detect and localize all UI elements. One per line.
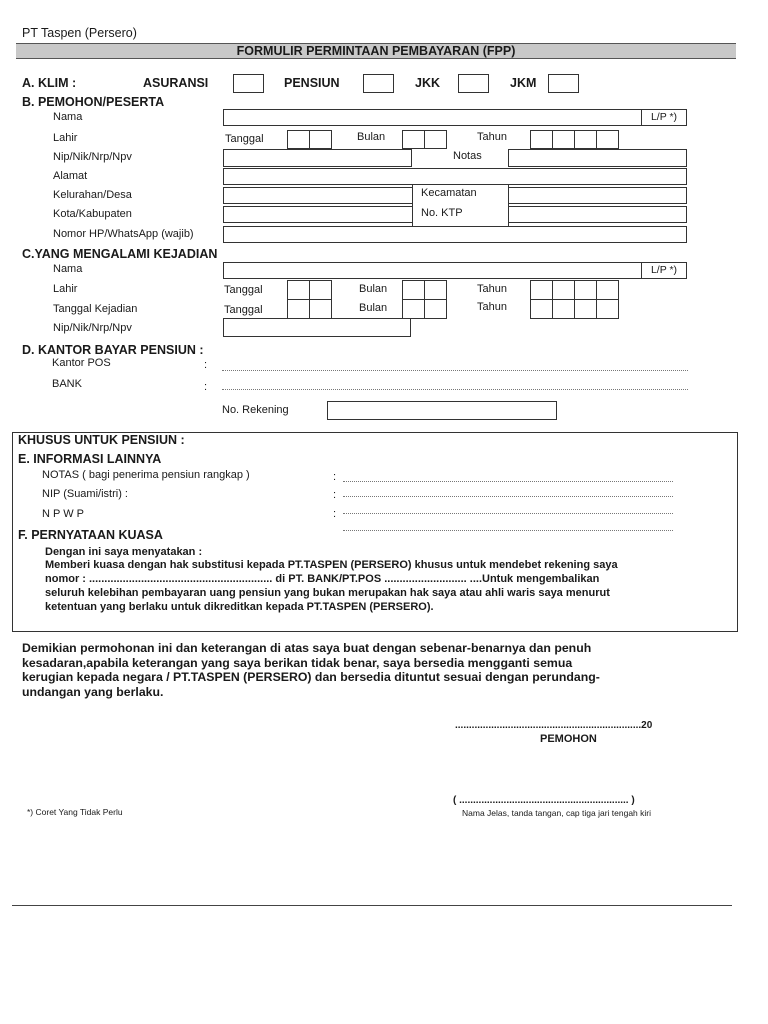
- label-notas: Notas: [453, 150, 482, 162]
- input-kota[interactable]: [223, 206, 413, 223]
- label-alamat: Alamat: [53, 170, 88, 182]
- label-nama-kejadian: Nama: [53, 263, 83, 275]
- tahun-digit[interactable]: [530, 299, 553, 319]
- label-nama-pemohon: Nama: [53, 111, 83, 123]
- tahun-digit[interactable]: [596, 280, 619, 300]
- npwp-line-extra[interactable]: [343, 530, 673, 531]
- tahun-digit[interactable]: [552, 280, 575, 300]
- declaration-line: kerugian kepada negara / PT.TASPEN (PERSERO) dan bersedia dituntut sesuai dengan perundang-: [22, 670, 600, 684]
- section-a-label: A. KLIM :: [22, 76, 77, 90]
- label-tahun: Tahun: [477, 283, 507, 295]
- bulan-digit[interactable]: [424, 299, 447, 319]
- lp-field-kejadian[interactable]: L/P *): [641, 262, 687, 279]
- tahun-digit[interactable]: [574, 130, 597, 149]
- declaration-line: kesadaran,apabila keterangan yang saya berikan tidak benar, saya bersedia mengganti semua: [22, 655, 573, 670]
- label-kota: Kota/Kabupaten: [53, 208, 132, 220]
- signature-caption: Nama Jelas, tanda tangan, cap tiga jari tengah kiri: [462, 808, 652, 818]
- colon: :: [333, 508, 337, 520]
- input-kecamatan[interactable]: [508, 187, 687, 204]
- label-bulan: Bulan: [359, 302, 388, 314]
- bulan-digit[interactable]: [402, 130, 425, 149]
- input-nama-kejadian[interactable]: [223, 262, 687, 279]
- pernyataan-line: nomor : ............................................................ di PT. BANK/PT.POS ........................... ....Untuk mengembalikan: [45, 573, 600, 585]
- input-nip-kejadian[interactable]: [223, 318, 411, 337]
- input-notas[interactable]: [508, 149, 687, 167]
- label-tanggal: Tanggal: [224, 304, 263, 316]
- kantor-pos-line[interactable]: [222, 370, 688, 371]
- label-tanggal: Tanggal: [224, 284, 263, 296]
- label-tanggal: Tanggal: [225, 133, 264, 145]
- section-b-label: B. PEMOHON/PESERTA: [22, 95, 165, 109]
- input-ktp[interactable]: [508, 206, 687, 223]
- tanggal-digit[interactable]: [309, 280, 332, 300]
- label-tahun: Tahun: [477, 301, 507, 313]
- tanggal-digit[interactable]: [287, 280, 310, 300]
- company-name: PT Taspen (Persero): [22, 26, 137, 40]
- form-title-bar: [16, 43, 736, 59]
- label-hp: Nomor HP/WhatsApp (wajib): [53, 228, 194, 240]
- input-kelurahan[interactable]: [223, 187, 413, 204]
- label-tahun: Tahun: [477, 131, 507, 143]
- section-f-label: F. PERNYATAAN KUASA: [18, 528, 163, 542]
- label-bank: BANK: [52, 378, 82, 390]
- colon: :: [333, 489, 337, 501]
- signature-date-line[interactable]: ...................................................................20: [455, 720, 653, 731]
- label-kantor-pos: Kantor POS: [52, 357, 111, 369]
- npwp-line[interactable]: [343, 513, 673, 514]
- declaration-text: [22, 641, 600, 699]
- pernyataan-intro: Dengan ini saya menyatakan :: [45, 546, 203, 558]
- lp-field-pemohon[interactable]: L/P *): [641, 109, 687, 126]
- form-title: FORMULIR PERMINTAAN PEMBAYARAN (FPP): [236, 44, 516, 58]
- label-lahir-pemohon: Lahir: [53, 132, 78, 144]
- klim-option-asuransi: ASURANSI: [143, 76, 209, 90]
- bulan-digit[interactable]: [424, 280, 447, 300]
- tahun-digit[interactable]: [530, 130, 553, 149]
- section-e-label: E. INFORMASI LAINNYA: [18, 452, 162, 466]
- pernyataan-text: [45, 558, 618, 614]
- klim-option-jkm: JKM: [510, 76, 537, 90]
- label-ktp: No. KTP: [421, 207, 463, 219]
- declaration-line: Demikian permohonan ini dan keterangan di atas saya buat dengan sebenar-benarnya dan penuh: [22, 641, 592, 655]
- tahun-digit[interactable]: [574, 299, 597, 319]
- section-c-label: C.YANG MENGALAMI KEJADIAN: [22, 247, 218, 261]
- checkbox-pensiun[interactable]: [363, 74, 394, 93]
- bank-line[interactable]: [222, 389, 688, 390]
- tanggal-digit[interactable]: [287, 299, 310, 319]
- label-kelurahan: Kelurahan/Desa: [53, 189, 132, 201]
- label-notas-rangkap: NOTAS ( bagi penerima pensiun rangkap ): [42, 469, 250, 481]
- label-nip-kejadian: Nip/Nik/Nrp/Npv: [53, 322, 132, 334]
- label-npwp: N P W P: [42, 508, 84, 520]
- bottom-divider: [12, 905, 732, 906]
- colon: :: [204, 381, 208, 393]
- input-nama-pemohon[interactable]: [223, 109, 687, 126]
- checkbox-jkm[interactable]: [548, 74, 579, 93]
- label-tanggal-kejadian: Tanggal Kejadian: [53, 303, 138, 315]
- tahun-digit[interactable]: [552, 299, 575, 319]
- tanggal-digit[interactable]: [309, 130, 332, 149]
- pernyataan-line: seluruh kelebihan pembayaran uang pensiun yang bukan merupakan hak saya atau ahli waris saya menurut: [45, 587, 610, 599]
- checkbox-asuransi[interactable]: [233, 74, 264, 93]
- tahun-digit[interactable]: [530, 280, 553, 300]
- label-lahir-kejadian: Lahir: [53, 283, 78, 295]
- tanggal-digit[interactable]: [309, 299, 332, 319]
- label-bulan: Bulan: [357, 131, 386, 143]
- tahun-digit[interactable]: [552, 130, 575, 149]
- tahun-digit[interactable]: [596, 299, 619, 319]
- section-d-label: D. KANTOR BAYAR PENSIUN :: [22, 343, 204, 357]
- input-alamat[interactable]: [223, 168, 687, 185]
- bulan-digit[interactable]: [402, 299, 425, 319]
- klim-option-pensiun: PENSIUN: [284, 76, 340, 90]
- signature-name-line[interactable]: ( ............................................................. ): [453, 795, 635, 806]
- label-nip-pemohon: Nip/Nik/Nrp/Npv: [53, 151, 132, 163]
- pemohon-label: PEMOHON: [540, 733, 597, 745]
- pernyataan-line: ketentuan yang berlaku untuk dikreditkan kepada PT.TASPEN (PERSERO).: [45, 601, 434, 613]
- bulan-digit[interactable]: [424, 130, 447, 149]
- declaration-line: undangan yang berlaku.: [22, 684, 164, 699]
- colon: :: [204, 359, 208, 371]
- khusus-label: KHUSUS UNTUK PENSIUN :: [18, 433, 185, 447]
- input-hp[interactable]: [223, 226, 687, 243]
- tahun-digit[interactable]: [574, 280, 597, 300]
- input-rekening[interactable]: [327, 401, 557, 420]
- bulan-digit[interactable]: [402, 280, 425, 300]
- label-rekening: No. Rekening: [222, 404, 289, 416]
- label-kecamatan: Kecamatan: [421, 187, 477, 199]
- notas-rangkap-line[interactable]: [343, 481, 673, 482]
- nip-suami-istri-line[interactable]: [343, 496, 673, 497]
- tanggal-digit[interactable]: [287, 130, 310, 149]
- footnote: *) Coret Yang Tidak Perlu: [27, 807, 123, 817]
- label-bulan: Bulan: [359, 283, 388, 295]
- label-nip-suami-istri: NIP (Suami/istri) :: [42, 488, 128, 500]
- pernyataan-line: Memberi kuasa dengan hak substitusi kepada PT.TASPEN (PERSERO) khusus untuk mendebet rekening saya: [45, 559, 618, 571]
- input-nip-pemohon[interactable]: [223, 149, 412, 167]
- colon: :: [333, 471, 337, 483]
- tahun-digit[interactable]: [596, 130, 619, 149]
- klim-option-jkk: JKK: [415, 76, 441, 90]
- checkbox-jkk[interactable]: [458, 74, 489, 93]
